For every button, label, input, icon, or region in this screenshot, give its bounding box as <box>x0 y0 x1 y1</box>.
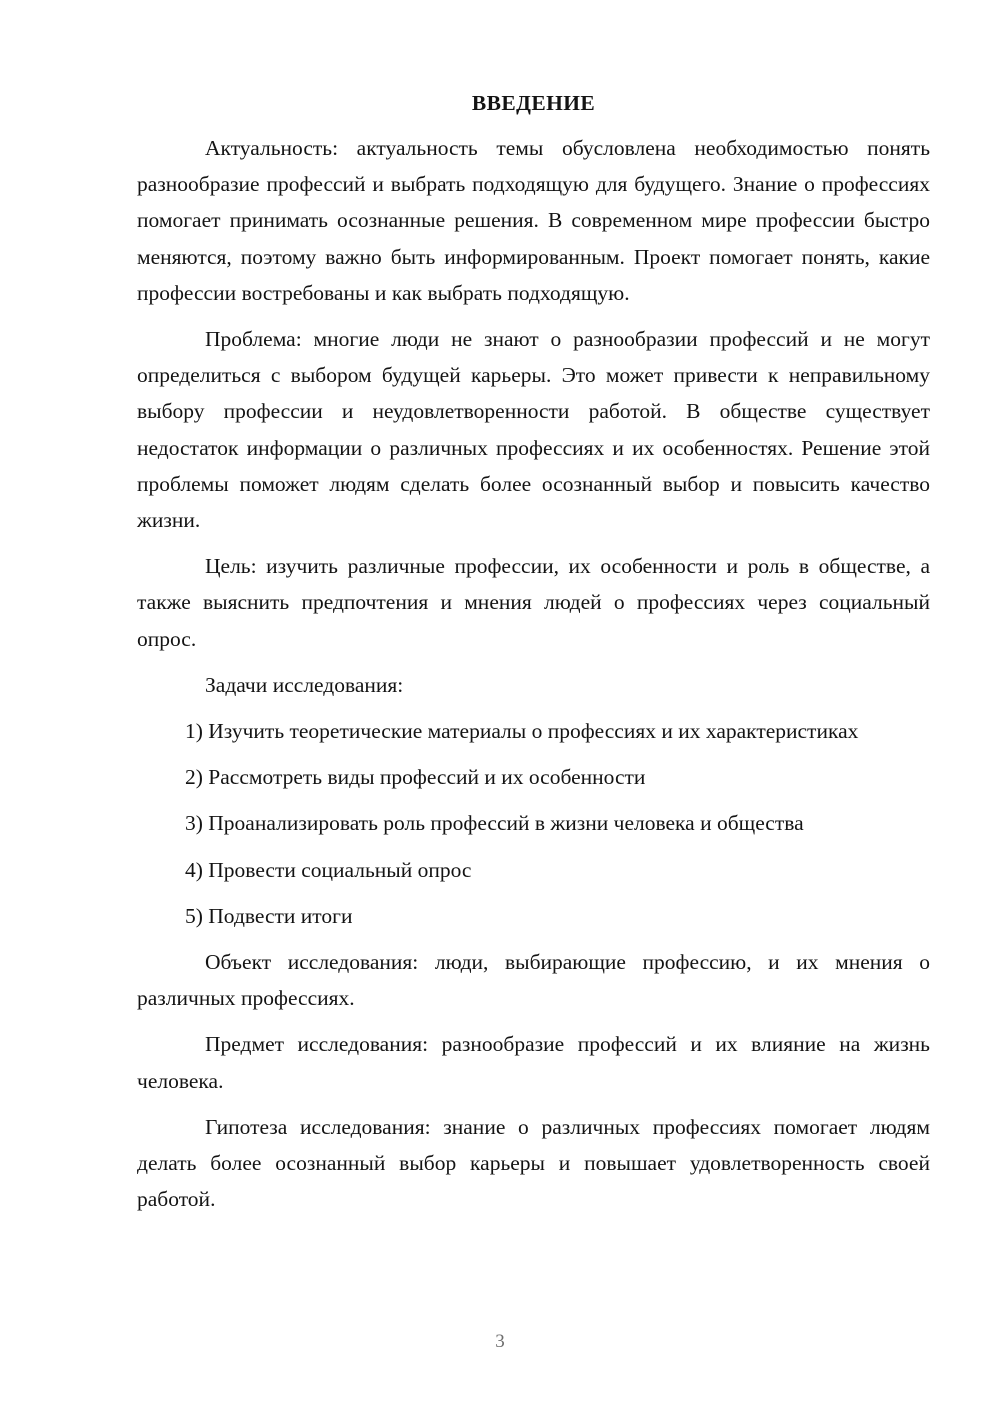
list-item: 4) Провести социальный опрос <box>185 857 472 882</box>
page-title: ВВЕДЕНИЕ <box>471 91 596 115</box>
document-body <box>137 86 930 1217</box>
paragraph-object: Объект исследования: люди, выбирающие профессию, и их мнения о различных профессиях. <box>137 950 930 1011</box>
paragraph-problem: Проблема: многие люди не знают о разнообразии профессий и не могут определиться с выбором будущей карьеры. Это может привести к неправильному выбору профессии и неудовлетворенности работой. В обществе существует недостаток информации о различных профессиях и их особенностях. Решение этой проблемы поможет людям сделать более осознанный выбор и повысить качество жизни. <box>137 327 930 533</box>
page-number: 3 <box>495 1331 505 1352</box>
paragraph-goal: Цель: изучить различные профессии, их особенности и роль в обществе, а также выяснить предпочтения и мнения людей о профессиях через социальный опрос. <box>137 554 930 651</box>
paragraph-hypothesis: Гипотеза исследования: знание о различных профессиях помогает людям делать более осознанный выбор карьеры и повышает удовлетворенность своей работой. <box>137 1114 930 1212</box>
paragraph-relevance: Актуальность: актуальность темы обусловлена необходимостью понять разнообразие профессий и выбрать подходящую для будущего. Знание о профессиях помогает принимать осознанные решения. В современном мире профессии быстро меняются, поэтому важно быть информированным. Проект помогает понять, какие профессии востребованы и как выбрать подходящую. <box>137 136 930 305</box>
paragraph-subject: Предмет исследования: разнообразие профессий и их влияние на жизнь человека. <box>137 1032 930 1093</box>
list-item: 1) Изучить теоретические материалы о профессиях и их характеристиках <box>185 719 859 744</box>
list-item: 2) Рассмотреть виды профессий и их особенности <box>185 765 646 790</box>
list-item: 3) Проанализировать роль профессий в жизни человека и общества <box>185 811 804 836</box>
list-item: 5) Подвести итоги <box>185 903 353 928</box>
tasks-heading: Задачи исследования: <box>205 672 404 697</box>
